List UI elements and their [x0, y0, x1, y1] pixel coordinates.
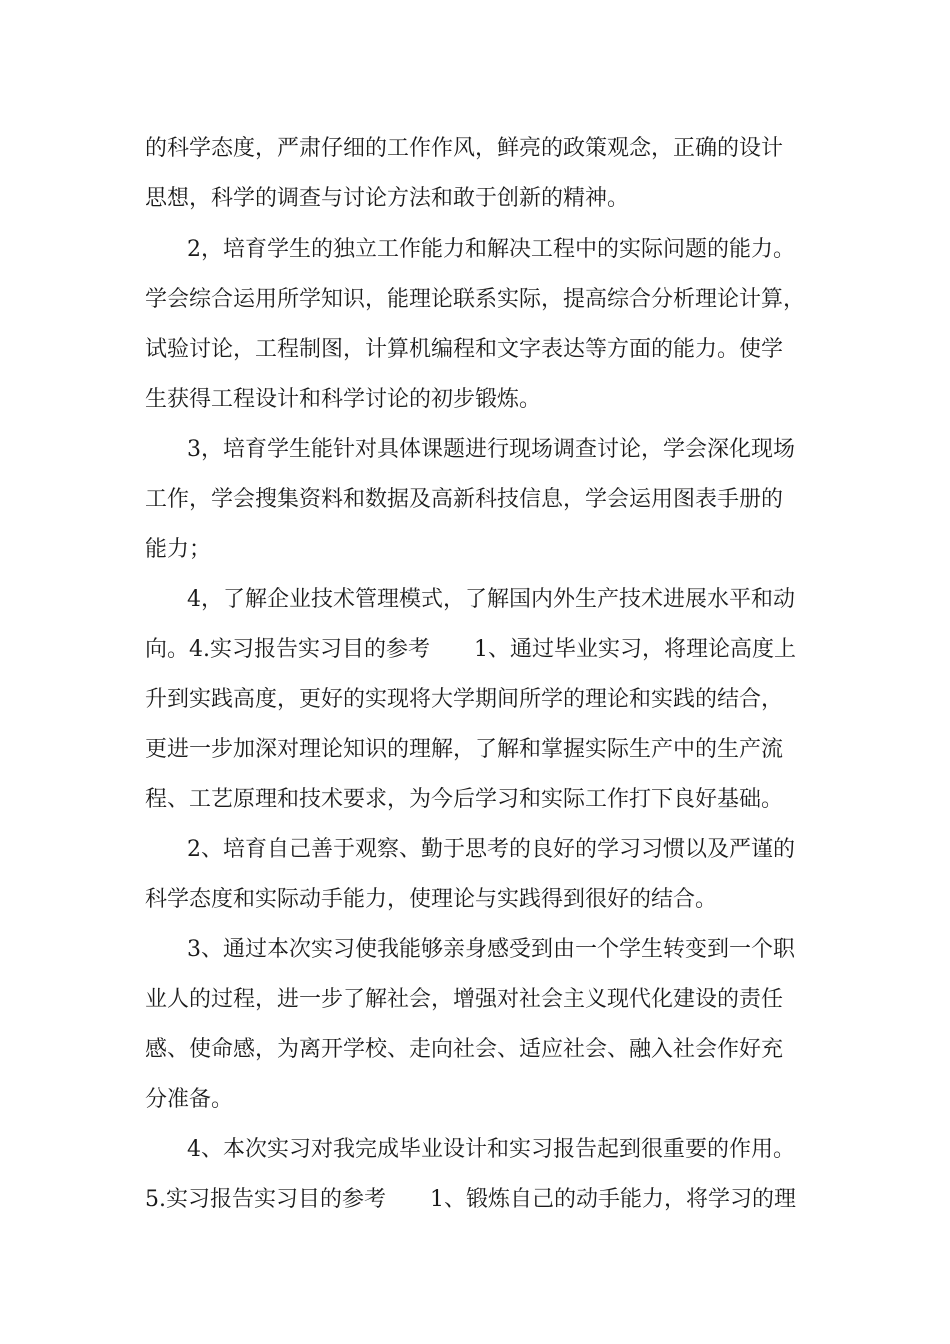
text-line: 更进一步加深对理论知识的理解，了解和掌握实际生产中的生产流 — [145, 737, 784, 762]
text-line: 能力； — [145, 537, 212, 562]
text-line: 感、使命感，为离开学校、走向社会、适应社会、融入社会作好充 — [145, 1037, 784, 1062]
text-line: 试验讨论，工程制图，计算机编程和文字表达等方面的能力。使学 — [145, 337, 784, 362]
text-line: 的科学态度，严肃仔细的工作作风，鲜亮的政策观念，正确的设计 — [145, 136, 784, 161]
text-line: 4，了解企业技术管理模式，了解国内外生产技术进展水平和动 — [187, 587, 795, 612]
text-line: 科学态度和实际动手能力，使理论与实践得到很好的结合。 — [145, 887, 718, 912]
text-line: 工作，学会搜集资料和数据及高新科技信息，学会运用图表手册的 — [145, 487, 784, 512]
text-line: 5.实习报告实习目的参考 1、锻炼自己的动手能力，将学习的理 — [145, 1187, 796, 1212]
text-line: 业人的过程，进一步了解社会，增强对社会主义现代化建设的责任 — [145, 987, 784, 1012]
text-line: 向。4.实习报告实习目的参考 1、通过毕业实习，将理论高度上 — [145, 637, 796, 662]
text-line: 生获得工程设计和科学讨论的初步锻炼。 — [145, 387, 542, 412]
text-line: 2，培育学生的独立工作能力和解决工程中的实际问题的能力。 — [187, 237, 795, 262]
text-line: 分准备。 — [145, 1087, 234, 1112]
text-line: 3，培育学生能针对具体课题进行现场调查讨论，学会深化现场 — [187, 437, 795, 462]
text-line: 2、培育自己善于观察、勤于思考的良好的学习习惯以及严谨的 — [187, 837, 795, 862]
text-line: 3、通过本次实习使我能够亲身感受到由一个学生转变到一个职 — [187, 937, 795, 962]
text-line: 思想，科学的调查与讨论方法和敢于创新的精神。 — [145, 186, 630, 211]
text-line: 升到实践高度，更好的实现将大学期间所学的理论和实践的结合， — [145, 687, 784, 712]
text-line: 4、本次实习对我完成毕业设计和实习报告起到很重要的作用。 — [187, 1137, 795, 1162]
text-line: 程、工艺原理和技术要求，为今后学习和实际工作打下良好基础。 — [145, 787, 784, 812]
text-line: 学会综合运用所学知识，能理论联系实际，提高综合分析理论计算， — [145, 287, 806, 312]
